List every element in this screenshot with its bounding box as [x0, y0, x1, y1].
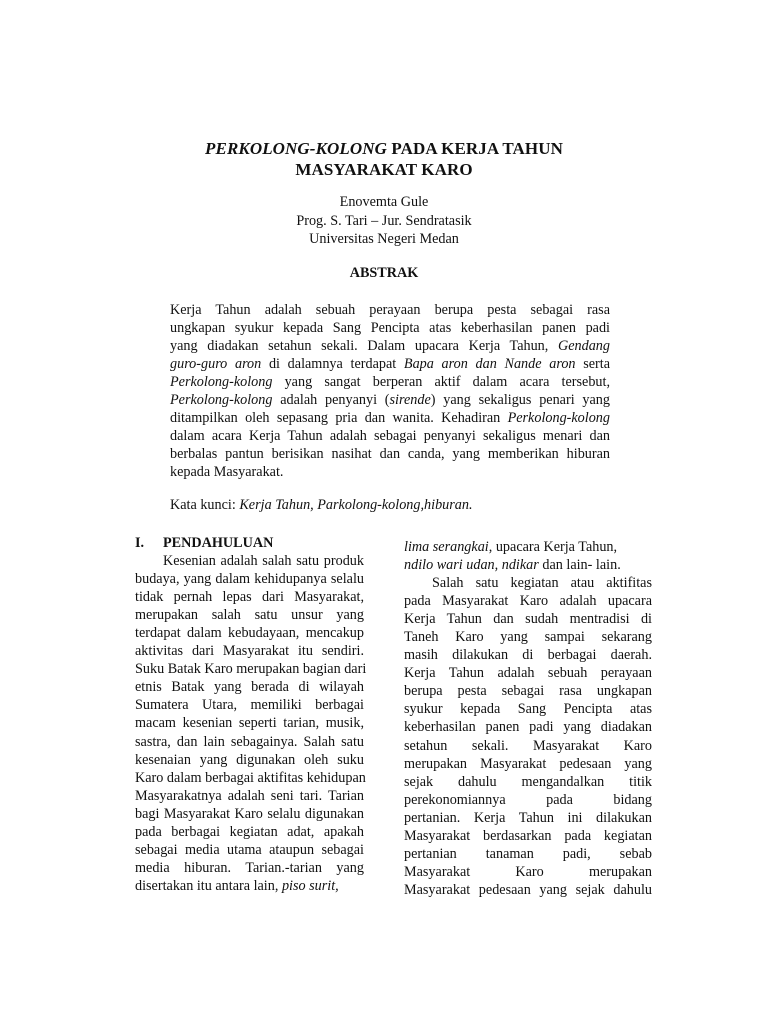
text-segment: dalam acara Kerja Tahun adalah sebagai penyanyi sekaligus menari dan — [170, 428, 610, 445]
text-line — [135, 552, 364, 570]
text-segment: syukur kepada Sang Pencipta atas — [404, 701, 652, 718]
italic-text: Bapa aron dan Nande aron — [403, 356, 576, 373]
abstract-body — [170, 301, 610, 481]
italic-text: ndilo wari udan, ndikar — [404, 557, 539, 574]
text-line — [135, 877, 364, 895]
text-line — [404, 827, 652, 845]
text-segment: berbalas pantun berisikan nasihat dan canda, yang memberikan hiburan — [170, 446, 610, 463]
text-segment: Suku Batak Karo merupakan bagian dari — [135, 661, 367, 678]
text-segment: berupa pesta sebagai rasa ungkapan — [404, 683, 652, 700]
author-program: Prog. S. Tari – Jur. Sendratasik — [296, 212, 472, 229]
text-line — [170, 391, 610, 409]
text-segment: bagi Masyarakat Karo selalu digunakan — [135, 805, 364, 822]
text-segment: Masyarakat Karo merupakan — [404, 863, 652, 880]
text-segment: adalah penyanyi ( — [272, 392, 390, 409]
text-segment: disertakan itu antara lain, — [135, 877, 282, 894]
text-segment: tidak pernah lepas dari Masyarakat, — [135, 589, 364, 606]
section-number: I. — [135, 535, 145, 551]
text-line — [404, 755, 652, 773]
italic-text: Perkolong-kolong — [170, 374, 273, 391]
text-line — [135, 660, 367, 678]
left-column-body — [135, 552, 367, 895]
text-segment: , upacara Kerja Tahun, — [488, 539, 618, 555]
italic-text: sirende — [389, 392, 431, 409]
text-line — [170, 301, 610, 319]
text-segment: Taneh Karo yang sampai sekarang — [404, 629, 652, 646]
text-segment: di dalamnya terdapat — [261, 356, 404, 373]
text-segment: sastra, dan lain sebagainya. Salah satu — [135, 733, 364, 750]
text-line — [404, 881, 652, 899]
italic-text: Gendang — [557, 338, 610, 355]
keywords — [170, 497, 610, 514]
keywords-text: Kerja Tahun, Parkolong-kolong,hiburan. — [239, 497, 473, 513]
text-segment: Kerja Tahun dan sudah mentradisi di — [404, 611, 652, 628]
text-segment: Sumatera Utara, memiliki berbagai — [135, 697, 364, 714]
text-line — [170, 337, 610, 355]
text-segment: terdapat dalam kebudayaan, mencakup — [135, 625, 364, 642]
title-regular-part: PADA KERJA TAHUN — [387, 139, 563, 158]
author-block — [0, 193, 768, 249]
text-line — [135, 570, 364, 588]
italic-text: guro-guro aron — [170, 356, 262, 373]
text-line — [170, 445, 610, 463]
title-italic-part: PERKOLONG-KOLONG — [205, 139, 387, 158]
text-segment: merupakan salah satu unsur yang — [135, 607, 364, 624]
author-name: Enovemta Gule — [339, 194, 429, 210]
text-line — [404, 845, 652, 863]
text-segment: keberhasilan panen padi yang diadakan — [404, 719, 652, 736]
text-segment: ungkapan syukur kepada Sang Pencipta atas keberhasilan panen padi — [170, 320, 610, 337]
text-segment: pada berbagai kegiatan adat, apakah — [135, 823, 364, 840]
text-line — [170, 373, 610, 391]
text-segment: Masyarakat berdasarkan pada kegiatan — [404, 827, 652, 844]
text-line — [135, 642, 364, 660]
text-line — [404, 628, 652, 646]
text-line — [170, 319, 610, 337]
text-line — [135, 769, 364, 787]
text-segment: Masyarakat pedesaan yang sejak dahulu — [404, 881, 652, 898]
text-line — [135, 696, 364, 714]
text-segment: dan lain- lain. — [538, 557, 621, 574]
text-line — [404, 646, 652, 664]
text-segment: sebagai media utama ataupun sebagai — [135, 841, 364, 858]
text-line — [135, 787, 364, 805]
author-university: Universitas Negeri Medan — [309, 231, 459, 247]
text-segment: Kesenian adalah salah satu produk — [163, 553, 364, 570]
text-line — [404, 538, 652, 556]
text-segment: kesenaian yang digunakan oleh suku — [135, 751, 364, 768]
text-segment: yang diadakan setahun sekali. Dalam upacara Kerja Tahun, — [170, 338, 558, 355]
text-segment: masih dilakukan di berbagai daerah. — [404, 647, 652, 664]
section-heading — [135, 534, 364, 552]
text-line — [404, 610, 652, 628]
text-line — [135, 751, 364, 769]
left-column — [135, 534, 367, 895]
text-line — [404, 664, 652, 682]
text-segment: media hiburan. Tarian.-tarian yang — [135, 859, 364, 876]
right-column — [404, 538, 652, 899]
text-segment: Kerja Tahun adalah sebuah perayaan — [404, 665, 652, 682]
text-segment: setahun sekali. Masyarakat Karo — [404, 737, 652, 754]
text-line — [404, 556, 652, 574]
italic-text: piso surit, — [281, 877, 339, 894]
text-segment: ditampilkan oleh sepasang pria dan wanita. Kehadiran — [170, 410, 508, 427]
text-line — [404, 737, 652, 755]
text-line — [135, 859, 364, 877]
text-segment: merupakan Masyarakat pedesaan yang — [404, 755, 652, 772]
text-line — [135, 624, 364, 642]
text-line — [135, 714, 364, 732]
text-line — [404, 773, 652, 791]
text-segment: kepada Masyarakat. — [170, 464, 284, 481]
text-line — [170, 355, 610, 373]
text-segment: pertanian. Kerja Tahun ini dilakukan — [404, 809, 652, 826]
text-line — [404, 718, 652, 736]
text-segment: yang sangat berperan aktif dalam acara tersebut, — [272, 374, 610, 391]
text-line — [404, 791, 652, 809]
text-segment: pertanian tanaman padi, sebab — [404, 845, 652, 862]
title-line-2: MASYARAKAT KARO — [295, 160, 473, 179]
text-line — [404, 863, 652, 881]
text-line — [404, 682, 652, 700]
text-segment: Karo dalam berbagai aktifitas kehidupan — [135, 769, 366, 786]
text-segment: macam kesenian seperti tarian, musik, — [135, 715, 364, 732]
text-line — [170, 409, 610, 427]
italic-text: lima serangkai — [404, 539, 489, 555]
text-segment: budaya, yang dalam kehidupanya selalu — [135, 571, 364, 588]
title-line-1 — [0, 138, 768, 159]
text-line — [170, 463, 610, 481]
keywords-label: Kata kunci: — [170, 497, 240, 513]
text-line — [404, 574, 652, 592]
text-line — [135, 588, 364, 606]
text-segment: aktivitas dari Masyarakat itu sendiri. — [135, 643, 364, 660]
text-segment: perekonomiannya pada bidang — [404, 791, 652, 808]
paper-title — [0, 138, 768, 180]
text-line — [404, 700, 652, 718]
text-line — [135, 606, 364, 624]
text-line — [135, 823, 364, 841]
text-segment: serta — [575, 356, 610, 373]
text-segment: pada Masyarakat Karo adalah upacara — [404, 593, 652, 610]
text-segment: Salah satu kegiatan atau aktifitas — [432, 575, 652, 592]
text-line — [135, 805, 364, 823]
text-line — [404, 592, 652, 610]
section-title: PENDAHULUAN — [163, 535, 274, 551]
text-segment: Masyarakatnya adalah seni tari. Tarian — [135, 787, 364, 804]
text-line — [404, 809, 652, 827]
italic-text: Perkolong-kolong — [170, 392, 273, 409]
abstract-heading: ABSTRAK — [349, 265, 419, 281]
text-line — [135, 733, 364, 751]
text-segment: sejak dahulu mengandalkan titik — [404, 773, 652, 790]
text-segment: ) yang sekaligus penari yang — [430, 392, 610, 409]
italic-text: Perkolong-kolong — [507, 410, 610, 427]
text-segment: Kerja Tahun adalah sebuah perayaan berupa pesta sebagai rasa — [170, 302, 610, 318]
text-segment: etnis Batak yang berada di wilayah — [135, 679, 364, 696]
text-line — [170, 427, 610, 445]
text-line — [135, 678, 364, 696]
text-line — [135, 841, 364, 859]
